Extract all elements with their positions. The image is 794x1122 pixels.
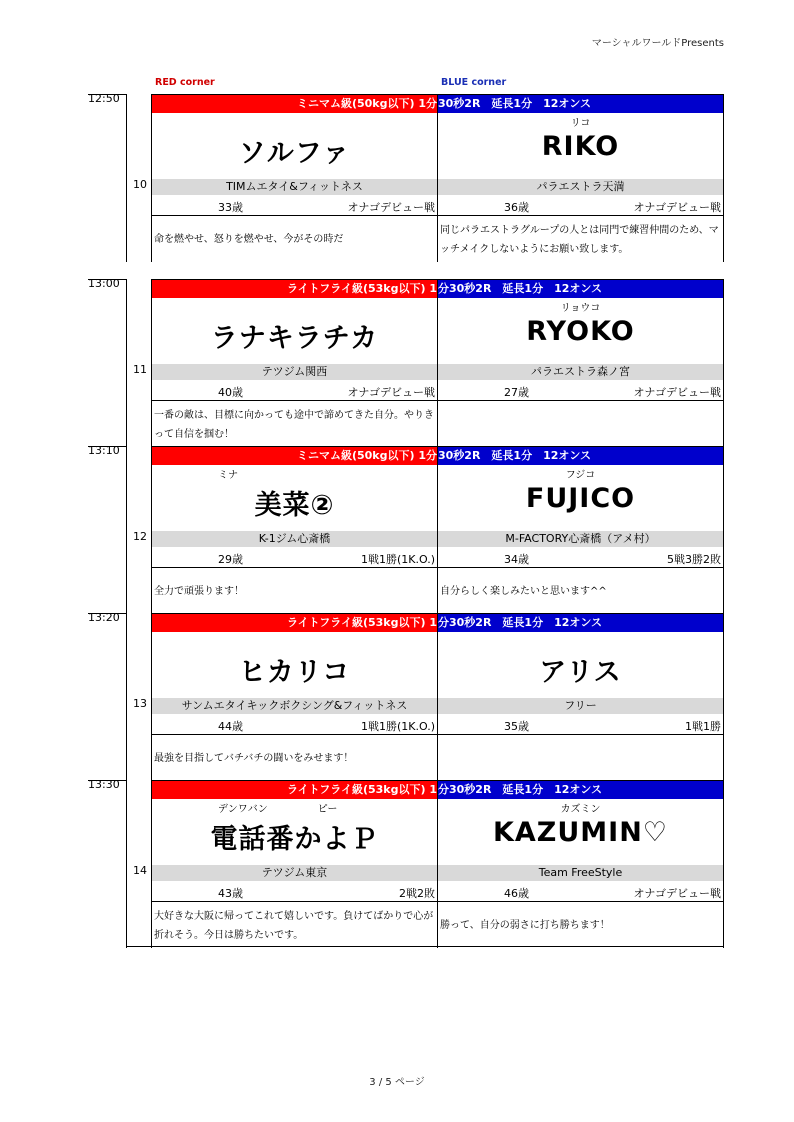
fighter-name: RIKO (541, 131, 620, 162)
fighter-record: オナゴデビュー戦 (347, 386, 435, 399)
fighter-record: オナゴデビュー戦 (633, 887, 721, 900)
name-reading: ミナ (218, 470, 238, 481)
fighter-record: 2戦2敗 (399, 887, 435, 900)
fighter-record: オナゴデビュー戦 (633, 201, 721, 214)
fighter-name: ヒカリコ (238, 657, 351, 688)
fighter-gym: M-FACTORY心斎橋（アメ村） (438, 531, 723, 547)
fighter-record: 5戦3勝2敗 (667, 553, 721, 566)
weight-class-band: ライトフライ級(53kg以下) 1 (152, 614, 437, 632)
fighter-name: KAZUMIN♡ (492, 817, 669, 848)
fighter-gym: サンムエタイキックボクシング&フィットネス (152, 698, 437, 714)
bout-row (0, 780, 794, 948)
fighter-comment: 最強を目指してバチバチの闘いをみせます！ (154, 753, 354, 764)
weight-class-band: ライトフライ級(53kg以下) 1 (152, 280, 437, 298)
fighter-gym: パラエストラ天満 (438, 179, 723, 195)
blue-corner-cell (438, 780, 724, 948)
bout-row (0, 279, 794, 447)
fighter-comment: 全力で頑張ります！ (154, 586, 244, 597)
fighter-comment (440, 735, 721, 782)
bout-row (0, 613, 794, 781)
page-number: 3 / 5 ページ (369, 1077, 425, 1088)
table-bottom-border (126, 946, 724, 947)
fighter-name: 電話番かよＰ (210, 824, 379, 855)
fighter-comment: 同じパラエストラグループの人とは同門で練習仲間のため、マッチメイクしないようにお願い致します。 (440, 224, 719, 255)
fighter-age: 40歳 (218, 386, 243, 399)
fighter-record: 1戦1勝(1K.O.) (361, 553, 435, 566)
bout-time: 13:30 (88, 778, 120, 791)
rules-band: 30秒2R 延長1分 12オンス (438, 447, 723, 465)
bout-time: 12:50 (88, 92, 120, 105)
name-reading: リコ (570, 118, 591, 129)
weight-class-band: ライトフライ級(53kg以下) 1 (152, 781, 437, 799)
bout-number-cell (126, 94, 152, 262)
blue-corner-cell (438, 94, 724, 262)
name-reading: デンワバン ピー (218, 804, 338, 815)
fighter-record: 1戦1勝(1K.O.) (361, 720, 435, 733)
bout-number: 12 (133, 530, 147, 543)
bout-number-cell (126, 446, 152, 614)
blue-corner-cell (438, 613, 724, 781)
fighter-gym: TIMムエタイ&フィットネス (152, 179, 437, 195)
fighter-age: 36歳 (504, 201, 529, 214)
fighter-comment (440, 401, 721, 448)
fighter-name: ソルファ (238, 138, 351, 169)
fighter-name: RYOKO (526, 316, 635, 347)
fighter-comment: 勝って、自分の弱さに打ち勝ちます！ (440, 920, 610, 931)
red-corner-cell (152, 613, 438, 781)
fighter-comment: 自分らしく楽しみたいと思います^^ (440, 586, 607, 597)
bout-row (0, 446, 794, 614)
rules-band: 分30秒2R 延長1分 12オンス (438, 781, 723, 799)
blue-corner-cell (438, 446, 724, 614)
fighter-age: 34歳 (504, 553, 529, 566)
name-reading: リョウコ (560, 303, 601, 314)
bout-number: 14 (133, 864, 147, 877)
bout-number: 13 (133, 697, 147, 710)
blue-corner-cell (438, 279, 724, 447)
fighter-record: オナゴデビュー戦 (633, 386, 721, 399)
weight-class-band: ミニマム級(50kg以下) 1分 (152, 95, 437, 113)
blue-corner-label: BLUE corner (441, 77, 507, 88)
name-reading: フジコ (565, 470, 596, 481)
bout-number: 11 (133, 363, 147, 376)
bout-number: 10 (133, 178, 147, 191)
fighter-record: オナゴデビュー戦 (347, 201, 435, 214)
rules-band: 30秒2R 延長1分 12オンス (438, 95, 723, 113)
fighter-age: 46歳 (504, 887, 529, 900)
fighter-age: 27歳 (504, 386, 529, 399)
red-corner-cell (152, 446, 438, 614)
weight-class-band: ミニマム級(50kg以下) 1分 (152, 447, 437, 465)
fighter-comment: 命を燃やせ、怒りを燃やせ、今がその時だ (154, 234, 344, 245)
fighter-gym: テツジム東京 (152, 865, 437, 881)
bout-number-cell (126, 780, 152, 948)
bout-time: 13:10 (88, 444, 120, 457)
fighter-age: 29歳 (218, 553, 243, 566)
fighter-comment: 大好きな大阪に帰ってこれて嬉しいです。負けてばかりで心が折れそう。今日は勝ちたいです。 (154, 910, 434, 941)
name-reading: カズミン (560, 804, 601, 815)
fighter-age: 43歳 (218, 887, 243, 900)
fighter-gym: Team FreeStyle (438, 865, 723, 881)
fighter-gym: K-1ジム心斎橋 (152, 531, 437, 547)
red-corner-cell (152, 780, 438, 948)
bout-number-cell (126, 613, 152, 781)
fighter-name: FUJICO (525, 483, 636, 514)
red-corner-cell (152, 94, 438, 262)
bout-time: 13:00 (88, 277, 120, 290)
red-corner-cell (152, 279, 438, 447)
fighter-name: ラナキラチカ (210, 323, 379, 354)
fighter-age: 33歳 (218, 201, 243, 214)
fighter-age: 44歳 (218, 720, 243, 733)
fighter-name: 美菜② (254, 490, 335, 521)
fighter-gym: パラエストラ森ノ宮 (438, 364, 723, 380)
fighter-record: 1戦1勝 (685, 720, 721, 733)
fighter-name: アリス (539, 657, 622, 688)
red-corner-label: RED corner (155, 77, 215, 88)
fighter-gym: フリー (438, 698, 723, 714)
fighter-gym: テツジム関西 (152, 364, 437, 380)
fighter-age: 35歳 (504, 720, 529, 733)
page-header: マーシャルワールドPresents (591, 38, 724, 49)
bout-time: 13:20 (88, 611, 120, 624)
rules-band: 分30秒2R 延長1分 12オンス (438, 614, 723, 632)
rules-band: 分30秒2R 延長1分 12オンス (438, 280, 723, 298)
fighter-comment: 一番の敵は、目標に向かっても途中で諦めてきた自分。やりきって自信を掴む！ (154, 409, 434, 440)
bout-number-cell (126, 279, 152, 447)
bout-row (0, 94, 794, 262)
